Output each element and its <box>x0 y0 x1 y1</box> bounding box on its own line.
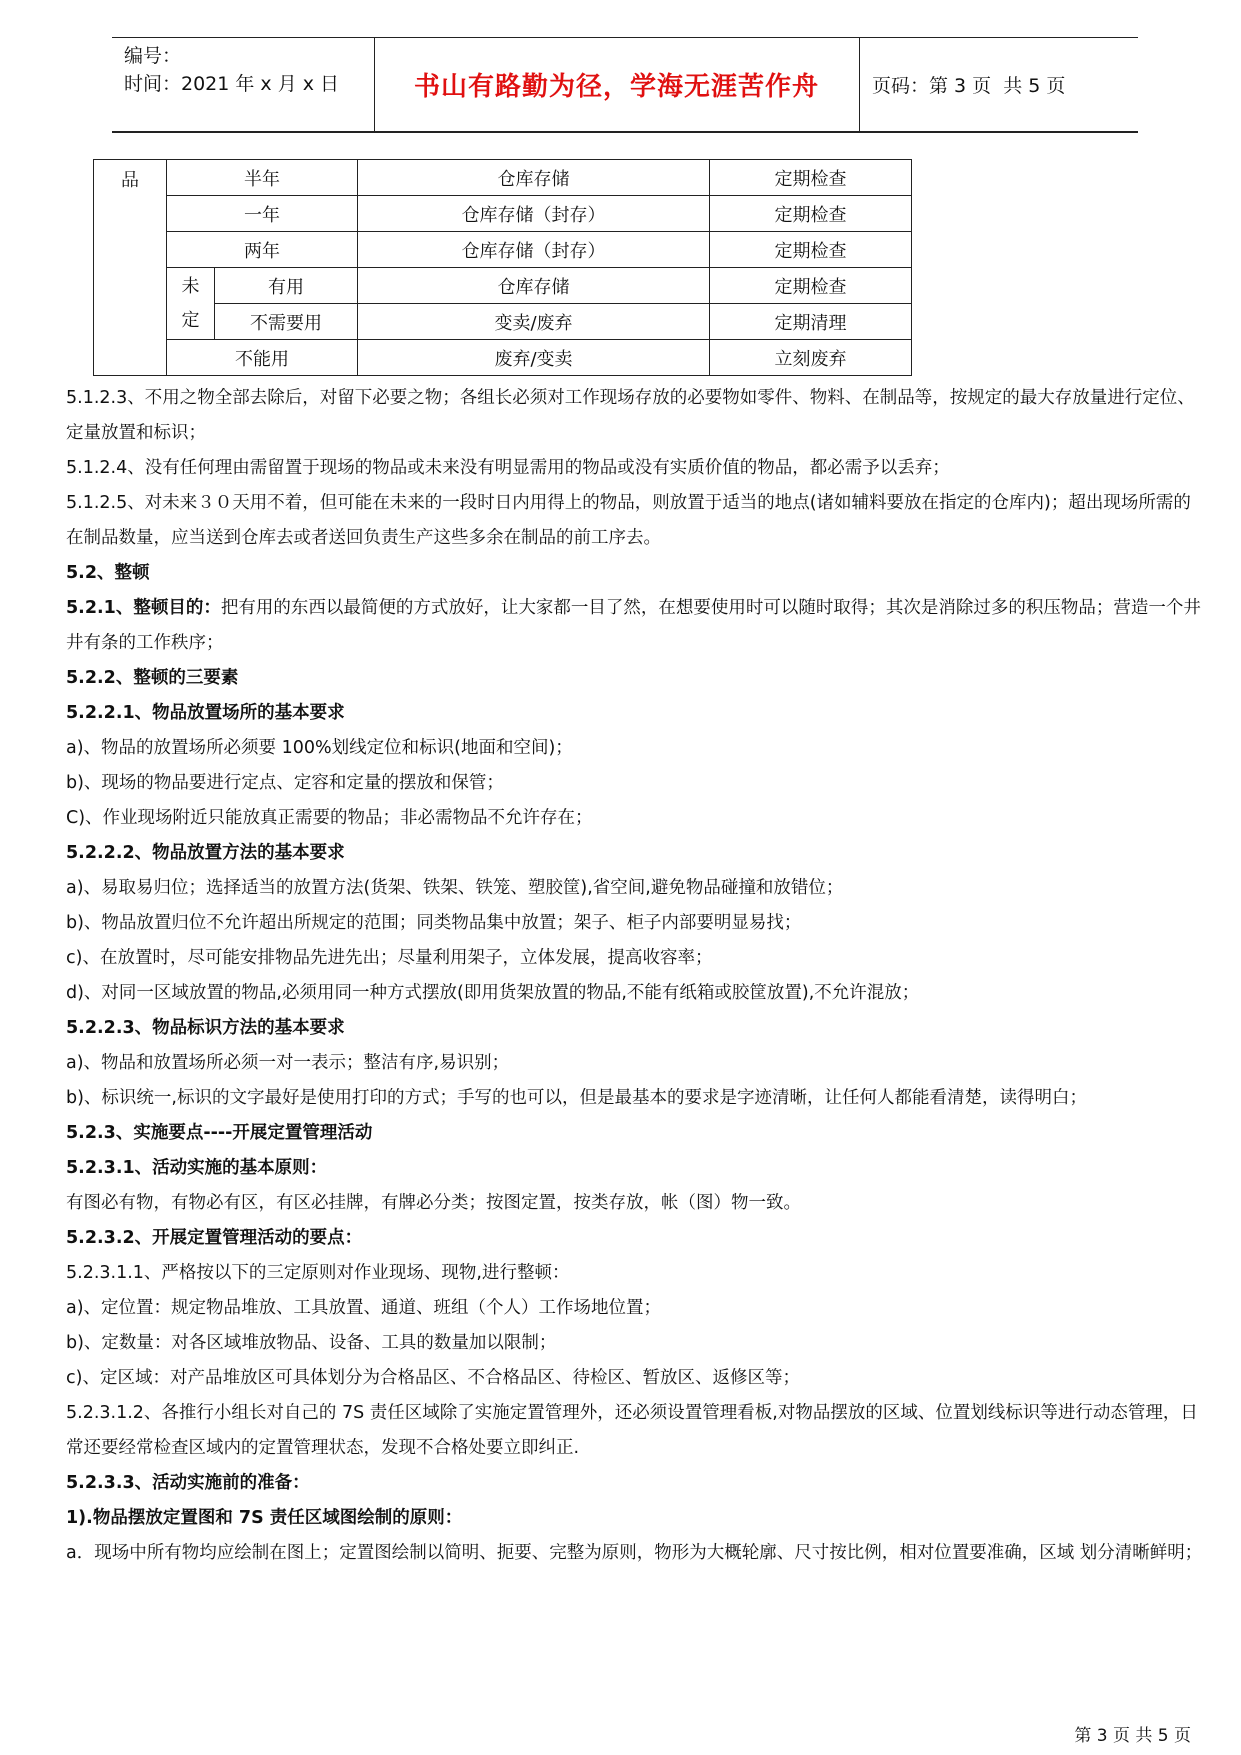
table-cell-action: 定期检查 <box>710 196 912 232</box>
section-heading: 5.2.3.3、活动实施前的准备： <box>66 1473 310 1493</box>
paragraph: 5.1.2.5、对未来３０天用不着，但可能在未来的一段时日内用得上的物品，则放置于适当的地点(诸如辅料要放在指定的仓库内)；超出现场所需的在制品数量，应当送到仓库去或者送回负责生产这些多余在制品的前工序去。 <box>66 493 1191 548</box>
table-cell-method: 仓库存储 <box>358 268 710 304</box>
section-heading: 1).物品摆放定置图和 7S 责任区域图绘制的原则： <box>66 1508 463 1528</box>
table-cell-method: 废弃/变卖 <box>358 340 710 376</box>
section-heading: 5.2.2、整顿的三要素 <box>66 668 239 688</box>
list-item: b)、标识统一,标识的文字最好是使用打印的方式；手写的也可以，但是最基本的要求是字迹清晰，让任何人都能看清楚，读得明白； <box>66 1088 1087 1108</box>
header-page-number: 页码：第 3 页 共 5 页 <box>872 75 1066 97</box>
paragraph: 5.1.2.3、不用之物全部去除后，对留下必要之物；各组长必须对工作现场存放的必要物如零件、物料、在制品等，按规定的最大存放量进行定位、定量放置和标识； <box>66 388 1195 443</box>
paragraph: 5.2.1、整顿目的：把有用的东西以最简便的方式放好，让大家都一目了然，在想要使用时可以随时取得；其次是消除过多的积压物品；营造一个井井有条的工作秩序； <box>66 598 1201 653</box>
paragraph: 有图必有物，有物必有区，有区必挂牌，有牌必分类；按图定置，按类存放，帐（图）物一致。 <box>66 1193 801 1213</box>
list-item: d)、对同一区域放置的物品,必须用同一种方式摆放(即用货架放置的物品,不能有纸箱或胶筐放置),不允许混放； <box>66 983 920 1003</box>
list-item: a．现场中所有物均应绘制在图上；定置图绘制以简明、扼要、完整为原则，物形为大概轮廓、尺寸按比例，相对位置要准确，区域 划分清晰鲜明； <box>66 1543 1203 1563</box>
section-heading: 5.2.3.2、开展定置管理活动的要点： <box>66 1228 363 1248</box>
list-item: b)、现场的物品要进行定点、定容和定量的摆放和保管； <box>66 773 504 793</box>
table-row <box>94 196 912 232</box>
header-meta <box>124 42 374 98</box>
paragraph: 5.1.2.4、没有任何理由需留置于现场的物品或未来没有明显需用的物品或没有实质价值的物品，都必需予以丢弃； <box>66 458 950 478</box>
document-body <box>66 381 1206 1571</box>
section-heading: 5.2.2.2、物品放置方法的基本要求 <box>66 843 345 863</box>
section-heading: 5.2、整顿 <box>66 563 150 583</box>
list-item: a)、定位置：规定物品堆放、工具放置、通道、班组（个人）工作场地位置； <box>66 1298 662 1318</box>
document-number-label: 编号： <box>124 45 182 67</box>
list-item: C)、作业现场附近只能放真正需要的物品；非必需物品不允许存在； <box>66 808 593 828</box>
table-cell-method: 仓库存储（封存） <box>358 196 710 232</box>
table-row <box>94 304 912 340</box>
table-row <box>94 160 912 196</box>
table-cell-period: 半年 <box>167 160 358 196</box>
table-cell-period: 两年 <box>167 232 358 268</box>
table-category: 品 <box>94 160 167 376</box>
section-heading: 5.2.3.1、活动实施的基本原则： <box>66 1158 328 1178</box>
list-item: a)、物品的放置场所必须要 100%划线定位和标识(地面和空间)； <box>66 738 573 758</box>
paragraph: 5.2.3.1.2、各推行小组长对自己的 7S 责任区域除了实施定置管理外，还必须设置管理看板,对物品摆放的区域、位置划线标识等进行动态管理，日常还要经常检查区域内的定置管理状态，发现不合格处要立即纠正. <box>66 1403 1198 1458</box>
header-divider <box>859 38 860 131</box>
list-item: a)、物品和放置场所必须一对一表示；整洁有序,易识别； <box>66 1053 510 1073</box>
storage-table <box>93 159 912 376</box>
list-item: a)、易取易归位；选择适当的放置方法(货架、铁架、铁笼、塑胶筐),省空间,避免物品碰撞和放错位； <box>66 878 844 898</box>
table-cell-action: 定期清理 <box>710 304 912 340</box>
table-row <box>94 340 912 376</box>
table-cell-method: 变卖/废弃 <box>358 304 710 340</box>
table-cell-period: 一年 <box>167 196 358 232</box>
document-date: 时间：2021 年 x 月 x 日 <box>124 73 340 95</box>
table-cell-action: 定期检查 <box>710 268 912 304</box>
table-subcategory: 未 定 <box>167 268 215 340</box>
page-header <box>112 37 1138 133</box>
table-row <box>94 232 912 268</box>
table-cell-action: 立刻废弃 <box>710 340 912 376</box>
section-heading: 5.2.3、实施要点----开展定置管理活动 <box>66 1123 373 1143</box>
table-cell-method: 仓库存储（封存） <box>358 232 710 268</box>
table-cell-method: 仓库存储 <box>358 160 710 196</box>
list-item: c)、定区域：对产品堆放区可具体划分为合格品区、不合格品区、待检区、暂放区、返修区等； <box>66 1368 800 1388</box>
list-item: b)、定数量：对各区域堆放物品、设备、工具的数量加以限制； <box>66 1333 557 1353</box>
section-heading: 5.2.2.1、物品放置场所的基本要求 <box>66 703 345 723</box>
table-cell-period: 有用 <box>215 268 358 304</box>
header-slogan: 书山有路勤为径，学海无涯苦作舟 <box>413 72 819 102</box>
table-row <box>94 268 912 304</box>
list-item: c)、在放置时，尽可能安排物品先进先出；尽量利用架子，立体发展，提高收容率； <box>66 948 713 968</box>
table-cell-action: 定期检查 <box>710 160 912 196</box>
page-footer: 第 3 页 共 5 页 <box>1074 1726 1191 1746</box>
section-heading: 5.2.2.3、物品标识方法的基本要求 <box>66 1018 345 1038</box>
table-cell-action: 定期检查 <box>710 232 912 268</box>
paragraph: 5.2.3.1.1、严格按以下的三定原则对作业现场、现物,进行整顿： <box>66 1263 570 1283</box>
paragraph-lead: 5.2.1、整顿目的： <box>66 598 221 618</box>
list-item: b)、物品放置归位不允许超出所规定的范围；同类物品集中放置；架子、柜子内部要明显易找； <box>66 913 802 933</box>
table-cell-period: 不需要用 <box>215 304 358 340</box>
table-cell-period: 不能用 <box>167 340 358 376</box>
